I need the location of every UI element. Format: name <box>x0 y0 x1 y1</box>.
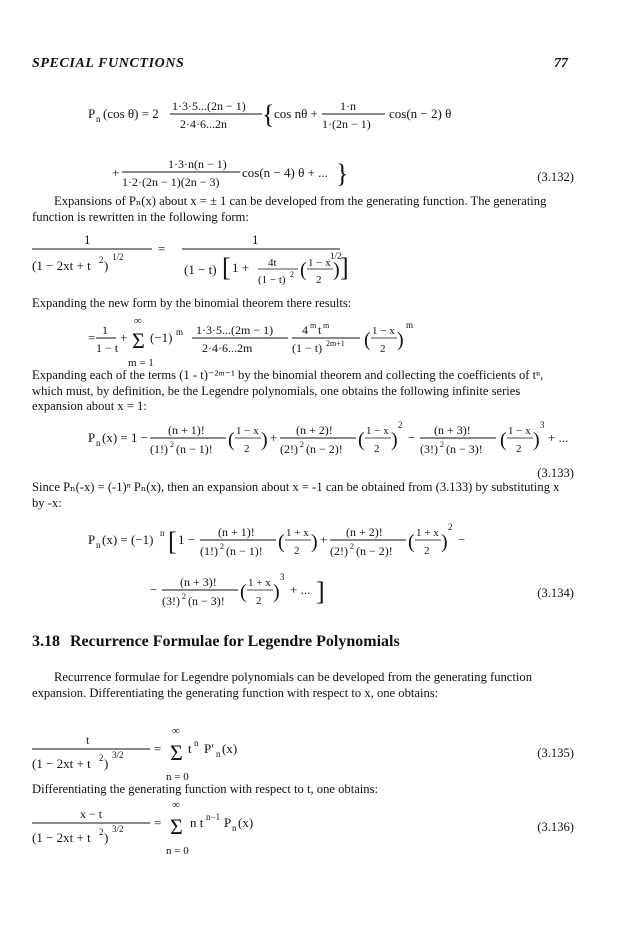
svg-text:}: } <box>336 159 349 188</box>
svg-text:1 − t: 1 − t <box>96 341 119 355</box>
equation-binomial-expansion <box>0 312 638 368</box>
svg-text:(1 − t): (1 − t) <box>258 274 286 286</box>
equation-number: (3.135) <box>537 746 574 760</box>
svg-text:n = 0: n = 0 <box>166 845 189 857</box>
svg-text:1·2·(2n − 1)(2n − 3): 1·2·(2n − 1)(2n − 3) <box>122 175 220 189</box>
svg-text:−: − <box>458 532 466 547</box>
equation-generating-function <box>0 230 638 298</box>
svg-text:]: ] <box>340 253 349 282</box>
svg-text:1·3·5...(2n − 1): 1·3·5...(2n − 1) <box>172 99 246 113</box>
svg-text:2: 2 <box>374 443 380 455</box>
svg-text:∞: ∞ <box>134 315 142 327</box>
svg-text:+ ...: + ... <box>548 430 569 445</box>
svg-text:{: { <box>262 100 275 129</box>
svg-text:): ) <box>311 531 318 553</box>
svg-text:+ ...: + ... <box>290 582 311 597</box>
svg-text:(: ( <box>228 429 235 451</box>
svg-text:2: 2 <box>516 443 522 455</box>
svg-text:2: 2 <box>220 542 224 551</box>
svg-text:(1 − t): (1 − t) <box>292 341 323 355</box>
svg-text:−: − <box>408 430 416 445</box>
svg-text:2: 2 <box>398 420 403 430</box>
svg-text:(3!): (3!) <box>420 442 438 456</box>
svg-text:=: = <box>158 241 166 256</box>
svg-text:2: 2 <box>99 827 104 837</box>
running-header <box>32 56 568 78</box>
svg-text:): ) <box>261 429 268 451</box>
svg-text:n: n <box>216 749 221 759</box>
svg-text:P: P <box>224 815 232 830</box>
svg-text:1 − x: 1 − x <box>236 425 259 437</box>
svg-text:2m+1: 2m+1 <box>326 339 345 348</box>
svg-text:): ) <box>397 329 404 351</box>
svg-text:∞: ∞ <box>172 799 180 811</box>
svg-text:(n − 1)!: (n − 1)! <box>226 544 263 558</box>
svg-text:2·4·6...2n: 2·4·6...2n <box>180 117 227 131</box>
svg-text:−: − <box>150 582 158 597</box>
svg-text:t: t <box>318 323 322 337</box>
svg-text:(1!): (1!) <box>200 544 218 558</box>
svg-text:3/2: 3/2 <box>112 824 124 834</box>
svg-text:): ) <box>104 258 109 273</box>
svg-text:2: 2 <box>440 440 444 449</box>
svg-text:+: + <box>112 165 120 180</box>
paragraph <box>32 296 572 312</box>
svg-text:(1!): (1!) <box>150 442 168 456</box>
equation-number: (3.134) <box>537 586 574 600</box>
svg-text:(cos θ) = 2: (cos θ) = 2 <box>103 106 159 121</box>
svg-text:(n − 3)!: (n − 3)! <box>446 442 483 456</box>
section-title: Recurrence Formulae for Legendre Polynomials <box>70 633 400 650</box>
svg-text:cos nθ +: cos nθ + <box>274 106 318 121</box>
paragraph-text: Differentiating the generating function with respect to t, one obtains: <box>32 782 378 796</box>
svg-text:1·n: 1·n <box>340 99 356 113</box>
svg-text:1 + x: 1 + x <box>416 527 439 539</box>
svg-text:Σ: Σ <box>170 740 183 765</box>
svg-text:n: n <box>96 438 101 448</box>
svg-text:(n − 2)!: (n − 2)! <box>356 544 393 558</box>
paragraph-text: Expanding each of the terms (1 - t)⁻²ᵐ⁻¹ by the binomial theorem and collecting the coefficients of tⁿ, which must, by definition, be the Legendre polynomials, one obtains the following infinite series expansion about x = 1: <box>32 368 544 413</box>
section-number: 3.18 <box>32 633 60 650</box>
svg-text:(: ( <box>240 581 247 603</box>
svg-text:x − t: x − t <box>80 807 103 821</box>
running-title: SPECIAL FUNCTIONS <box>32 56 185 71</box>
svg-text:cos(n − 4) θ + ...: cos(n − 4) θ + ... <box>242 165 328 180</box>
svg-text:1 +: 1 + <box>232 260 250 275</box>
paragraph-text: Expanding the new form by the binomial theorem there results: <box>32 296 352 310</box>
equation-3-134 <box>0 514 638 618</box>
svg-text:): ) <box>391 429 398 451</box>
svg-text:[: [ <box>168 527 177 556</box>
svg-text:n: n <box>194 738 199 748</box>
svg-text:(n + 1)!: (n + 1)! <box>168 423 205 437</box>
svg-text:1: 1 <box>84 232 91 247</box>
svg-text:1: 1 <box>102 323 108 337</box>
equation-number: (3.132) <box>537 170 574 184</box>
svg-text:m: m <box>176 327 184 337</box>
svg-text:2: 2 <box>99 753 104 763</box>
svg-text:2·4·6...2m: 2·4·6...2m <box>202 341 253 355</box>
equation-3-133 <box>0 412 638 472</box>
svg-text:(n + 3)!: (n + 3)! <box>180 575 217 589</box>
svg-text:P: P <box>88 106 96 121</box>
svg-text:(1 − 2xt + t: (1 − 2xt + t <box>32 258 91 273</box>
svg-text:n−1: n−1 <box>206 812 221 822</box>
svg-text:1 − x: 1 − x <box>308 257 331 269</box>
svg-text:2: 2 <box>424 545 430 557</box>
svg-text:1·(2n − 1): 1·(2n − 1) <box>322 117 371 131</box>
svg-text:(: ( <box>500 429 507 451</box>
svg-text:(: ( <box>408 531 415 553</box>
svg-text:): ) <box>104 830 109 845</box>
svg-text:(n + 2)!: (n + 2)! <box>346 525 383 539</box>
svg-text:cos(n − 2) θ: cos(n − 2) θ <box>389 106 452 121</box>
paragraph <box>32 480 572 511</box>
svg-text:m = 1: m = 1 <box>128 357 154 368</box>
svg-text:1 + x: 1 + x <box>286 527 309 539</box>
svg-text:2: 2 <box>448 522 453 532</box>
svg-text:2: 2 <box>290 270 294 279</box>
paragraph <box>32 194 572 225</box>
svg-text:Σ: Σ <box>170 814 183 839</box>
svg-text:∞: ∞ <box>172 725 180 737</box>
svg-text:): ) <box>104 756 109 771</box>
svg-text:(n + 2)!: (n + 2)! <box>296 423 333 437</box>
svg-text:(x) = 1 −: (x) = 1 − <box>102 430 149 445</box>
paragraph-text: Since Pₙ(-x) = (-1)ⁿ Pₙ(x), then an expansion about x = -1 can be obtained from (3.133) by substituting x by -x: <box>32 480 560 510</box>
svg-text:2: 2 <box>182 592 186 601</box>
svg-text:(x) = (−1): (x) = (−1) <box>102 532 154 547</box>
svg-text:2: 2 <box>256 595 262 607</box>
svg-text:Σ: Σ <box>132 328 145 353</box>
svg-text:(2!): (2!) <box>330 544 348 558</box>
svg-text:=: = <box>88 330 96 345</box>
equation-number: (3.133) <box>537 466 574 480</box>
svg-text:(: ( <box>300 259 307 281</box>
paragraph-text: Recurrence formulae for Legendre polynomials can be developed from the generating function expansion. Differentiating the generating function with respect to x, one obtains: <box>32 670 533 700</box>
svg-text:2: 2 <box>99 255 104 265</box>
svg-text:n: n <box>96 114 101 124</box>
svg-text:t: t <box>188 741 192 756</box>
svg-text:(1 − 2xt + t: (1 − 2xt + t <box>32 756 91 771</box>
paragraph-text: Expansions of Pₙ(x) about x = ± 1 can be developed from the generating function. The generating function is rewritten in the following form: <box>32 194 547 224</box>
svg-text:m: m <box>406 320 414 330</box>
svg-text:+: + <box>320 532 328 547</box>
svg-text:1 + x: 1 + x <box>248 577 271 589</box>
svg-text:1: 1 <box>252 232 259 247</box>
svg-text:m: m <box>323 321 330 330</box>
paragraph <box>32 670 572 701</box>
svg-text:(n + 3)!: (n + 3)! <box>434 423 471 437</box>
svg-text:n = 0: n = 0 <box>166 771 189 783</box>
svg-text:=: = <box>154 741 162 756</box>
svg-text:1·3·n(n − 1): 1·3·n(n − 1) <box>168 157 227 171</box>
svg-text:n: n <box>160 528 165 538</box>
svg-text:(: ( <box>364 329 371 351</box>
svg-text:P: P <box>88 430 96 445</box>
svg-text:n: n <box>96 540 101 550</box>
equation-3-132 <box>0 90 638 205</box>
svg-text:(x): (x) <box>222 741 238 756</box>
svg-text:1·3·5...(2m − 1): 1·3·5...(2m − 1) <box>196 323 274 337</box>
svg-text:(3!): (3!) <box>162 594 180 608</box>
svg-text:2: 2 <box>170 440 174 449</box>
svg-text:P: P <box>88 532 96 547</box>
svg-text:1 − x: 1 − x <box>372 325 395 337</box>
svg-text:(1 − 2xt + t: (1 − 2xt + t <box>32 830 91 845</box>
svg-text:): ) <box>333 259 340 281</box>
svg-text:(2!): (2!) <box>280 442 298 456</box>
svg-text:(−1): (−1) <box>150 330 173 345</box>
svg-text:2: 2 <box>350 542 354 551</box>
svg-text:(n − 3)!: (n − 3)! <box>188 594 225 608</box>
svg-text:m: m <box>310 321 317 330</box>
svg-text:): ) <box>273 581 280 603</box>
svg-text:=: = <box>154 815 162 830</box>
svg-text:3: 3 <box>540 420 545 430</box>
svg-text:+: + <box>120 330 128 345</box>
svg-text:3/2: 3/2 <box>112 750 124 760</box>
svg-text:): ) <box>533 429 540 451</box>
svg-text:n: n <box>232 823 237 833</box>
svg-text:1 − x: 1 − x <box>508 425 531 437</box>
page-number: 77 <box>554 56 568 71</box>
svg-text:1 −: 1 − <box>178 532 196 547</box>
svg-text:2: 2 <box>244 443 250 455</box>
svg-text:(n − 1)!: (n − 1)! <box>176 442 213 456</box>
svg-text:(n − 2)!: (n − 2)! <box>306 442 343 456</box>
svg-text:(: ( <box>358 429 365 451</box>
svg-text:n t: n t <box>190 815 204 830</box>
svg-text:]: ] <box>316 577 325 606</box>
svg-text:2: 2 <box>300 440 304 449</box>
svg-text:4: 4 <box>302 323 308 337</box>
svg-text:(1 − t): (1 − t) <box>184 262 217 277</box>
equation-number: (3.136) <box>537 820 574 834</box>
svg-text:): ) <box>441 531 448 553</box>
svg-text:2: 2 <box>294 545 300 557</box>
svg-text:(n + 1)!: (n + 1)! <box>218 525 255 539</box>
svg-text:[: [ <box>222 253 231 282</box>
svg-text:2: 2 <box>316 274 322 286</box>
svg-text:P′: P′ <box>204 741 215 756</box>
svg-text:1 − x: 1 − x <box>366 425 389 437</box>
svg-text:2: 2 <box>380 343 386 355</box>
svg-text:1/2: 1/2 <box>330 251 342 261</box>
svg-text:3: 3 <box>280 572 285 582</box>
svg-text:+: + <box>270 430 278 445</box>
svg-text:t: t <box>86 733 90 747</box>
svg-text:(x): (x) <box>238 815 254 830</box>
section-heading <box>32 633 400 651</box>
svg-text:4t: 4t <box>268 257 277 269</box>
paragraph <box>32 368 572 415</box>
svg-text:1/2: 1/2 <box>112 252 124 262</box>
svg-text:(: ( <box>278 531 285 553</box>
